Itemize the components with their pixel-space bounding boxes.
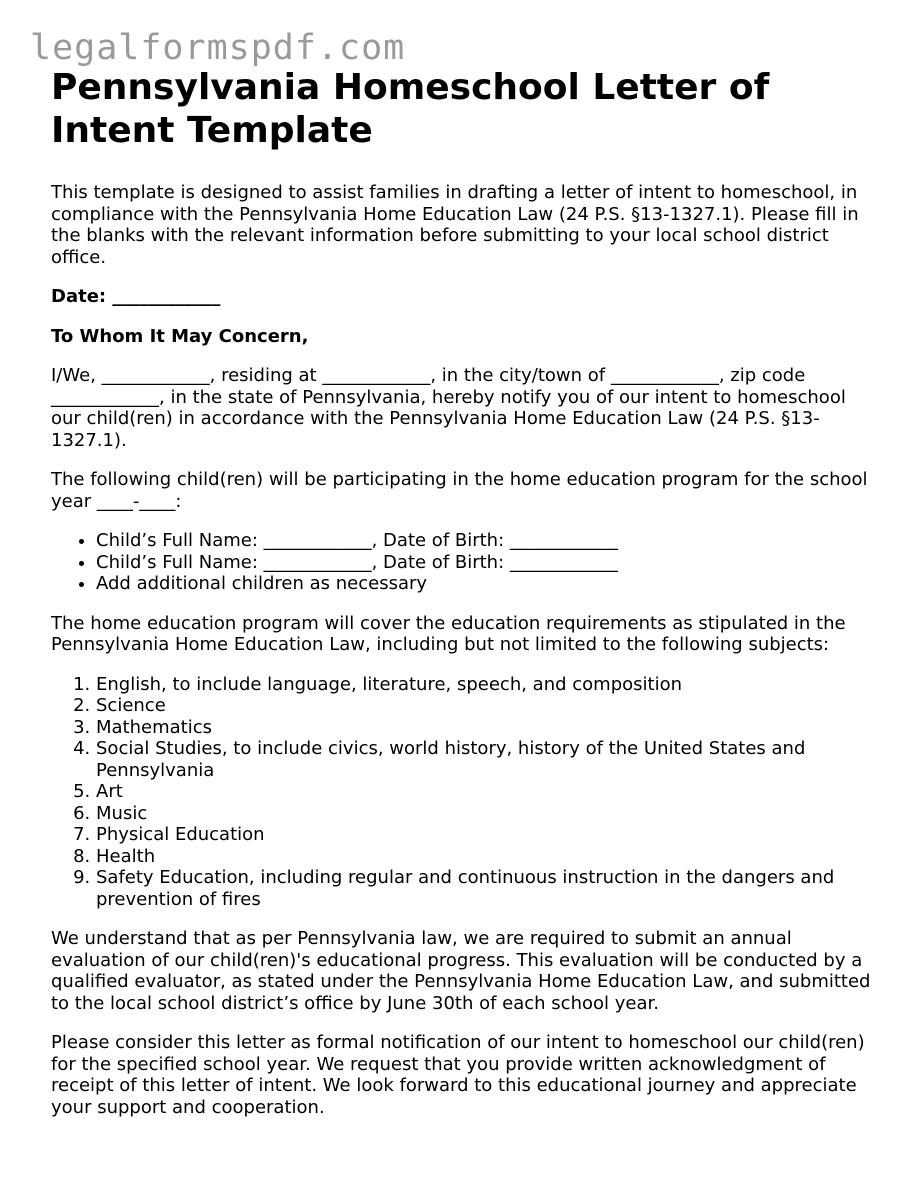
salutation: To Whom It May Concern, [51,325,309,347]
list-item: 4. Social Studies, to include civics, world history, history of the United States and Pennsylvania [96,738,873,781]
subjects-intro: The home education program will cover the education requirements as stipulated in the Pennsylvania Home Education Law, including but not limited to the following subjects: [51,612,846,655]
list-item: 9. Safety Education, including regular and continuous instruction in the dangers and prevention of fires [96,867,873,910]
document-title: Pennsylvania Homeschool Letter of Intent Template [51,67,770,151]
list-item: 5. Art [96,781,873,803]
closing-paragraph: Please consider this letter as formal notification of our intent to homeschool our child(ren) for the specified school year. We request that you provide written acknowledgment of receipt of this letter of intent. We look forward to this educational journey and appreciate your support and cooperation. [51,1032,865,1118]
list-item: • Child’s Full Name: ____________, Date of Birth: ____________ [96,530,873,552]
list-item: • Child’s Full Name: ____________, Date of Birth: ____________ [96,552,873,574]
watermark: legalformspdf.com [30,28,406,68]
subjects-list [51,674,873,911]
children-list [51,530,873,595]
list-item: 6. Music [96,803,873,825]
list-item: • Add additional children as necessary [96,573,873,595]
list-item: 1. English, to include language, literature, speech, and composition [96,674,873,696]
list-item: 2. Science [96,695,873,717]
list-item: 3. Mathematics [96,717,873,739]
list-item: 8. Health [96,846,873,868]
evaluation-paragraph: We understand that as per Pennsylvania law, we are required to submit an annual evaluation of our child(ren)'s educational progress. This evaluation will be conducted by a qualified evaluator, as stated under the Pennsylvania Home Education Law, and submitted to the local school district’s office by June 30th of each school year. [51,928,871,1014]
list-item: 7. Physical Education [96,824,873,846]
date-label: Date: [51,286,107,307]
notice-paragraph: I/We, ____________, residing at ____________, in the city/town of ____________, zip code ____________, in the state of Pennsylvania, hereby notify you of our intent to homeschool our child(ren) in accordance with the Pennsylvania Home Education Law (24 P.S. §13-1327.1). [51,365,846,451]
date-line [51,286,873,308]
document-body [51,66,873,1136]
children-intro: The following child(ren) will be participating in the home education program for the school year ____-____: [51,469,868,512]
date-blank: ____________ [112,286,221,307]
intro-paragraph: This template is designed to assist families in drafting a letter of intent to homeschool, in compliance with the Pennsylvania Home Education Law (24 P.S. §13-1327.1). Please fill in the blanks with the relevant information before submitting to your local school district office. [51,182,859,268]
